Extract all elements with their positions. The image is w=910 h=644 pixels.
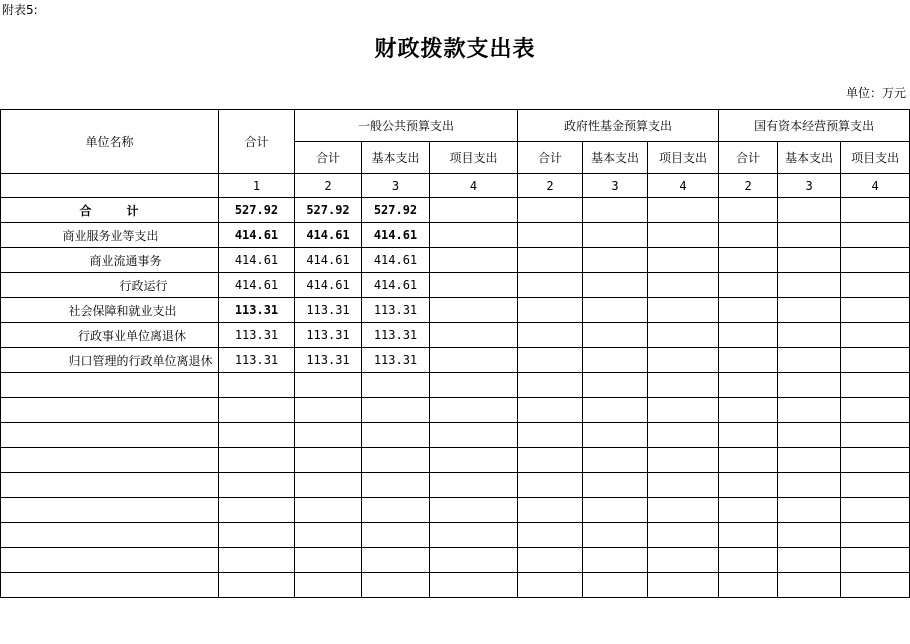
empty-cell — [778, 498, 841, 523]
empty-cell — [295, 548, 362, 573]
table-cell — [648, 273, 719, 298]
empty-cell — [518, 548, 583, 573]
empty-cell — [648, 473, 719, 498]
table-cell — [841, 248, 910, 273]
header-sub-cell: 基本支出 — [362, 142, 430, 174]
empty-cell — [430, 498, 518, 523]
table-cell — [518, 348, 583, 373]
empty-row — [1, 448, 910, 473]
table-row — [1, 248, 910, 273]
total-cell: 527.92 — [362, 198, 430, 223]
empty-cell — [583, 498, 648, 523]
table-cell — [719, 348, 778, 373]
table-cell — [518, 248, 583, 273]
table-cell — [841, 298, 910, 323]
header-unit-name: 单位名称 — [1, 110, 219, 174]
table-row — [1, 273, 910, 298]
column-number: 2 — [518, 174, 583, 198]
empty-cell — [362, 548, 430, 573]
empty-cell — [219, 398, 295, 423]
column-number: 4 — [430, 174, 518, 198]
empty-cell — [719, 373, 778, 398]
column-number: 2 — [719, 174, 778, 198]
header-sub-cell: 合计 — [518, 142, 583, 174]
empty-cell — [219, 573, 295, 598]
table-cell — [778, 248, 841, 273]
empty-cell — [219, 523, 295, 548]
table-row — [1, 223, 910, 248]
header-sub-cell: 合计 — [295, 142, 362, 174]
table-cell: 414.61 — [295, 273, 362, 298]
total-row — [1, 198, 910, 223]
empty-cell — [719, 548, 778, 573]
total-label-a: 合 — [79, 203, 93, 218]
table-cell — [778, 273, 841, 298]
empty-cell — [295, 498, 362, 523]
row-name: 商业服务业等支出 — [1, 223, 219, 248]
table-cell — [430, 323, 518, 348]
empty-cell — [518, 573, 583, 598]
empty-cell — [583, 473, 648, 498]
empty-cell — [1, 573, 219, 598]
empty-cell — [841, 573, 910, 598]
empty-cell — [362, 398, 430, 423]
table-cell: 414.61 — [219, 223, 295, 248]
table-cell — [518, 323, 583, 348]
empty-cell — [362, 573, 430, 598]
column-number: 4 — [648, 174, 719, 198]
table-cell — [518, 273, 583, 298]
page-title: 财政拨款支出表 — [374, 36, 536, 62]
table-cell — [518, 223, 583, 248]
empty-cell — [583, 523, 648, 548]
empty-cell — [430, 423, 518, 448]
row-name: 归口管理的行政单位离退休 — [1, 348, 219, 373]
empty-cell — [219, 548, 295, 573]
table-cell — [719, 273, 778, 298]
table-cell — [778, 223, 841, 248]
empty-cell — [719, 473, 778, 498]
header-group-fund: 政府性基金预算支出 — [518, 110, 719, 142]
table-cell — [430, 298, 518, 323]
empty-cell — [1, 398, 219, 423]
empty-cell — [583, 548, 648, 573]
empty-cell — [430, 473, 518, 498]
total-cell — [518, 198, 583, 223]
table-cell — [719, 298, 778, 323]
empty-cell — [295, 523, 362, 548]
empty-cell — [648, 373, 719, 398]
empty-cell — [430, 373, 518, 398]
empty-cell — [841, 523, 910, 548]
table-cell — [430, 273, 518, 298]
expenditure-table — [0, 109, 910, 598]
empty-row — [1, 398, 910, 423]
table-cell — [841, 273, 910, 298]
table-cell — [719, 248, 778, 273]
empty-cell — [295, 398, 362, 423]
table-cell — [719, 223, 778, 248]
empty-cell — [841, 398, 910, 423]
empty-cell — [295, 373, 362, 398]
empty-cell — [583, 398, 648, 423]
empty-cell — [219, 498, 295, 523]
total-row-label — [1, 198, 219, 223]
table-cell — [778, 323, 841, 348]
column-number: 2 — [295, 174, 362, 198]
empty-cell — [583, 373, 648, 398]
empty-cell — [295, 473, 362, 498]
empty-cell — [719, 523, 778, 548]
column-number: 1 — [219, 174, 295, 198]
total-cell — [719, 198, 778, 223]
empty-cell — [583, 423, 648, 448]
empty-cell — [518, 448, 583, 473]
empty-cell — [778, 448, 841, 473]
row-name: 行政运行 — [1, 273, 219, 298]
table-cell: 414.61 — [362, 273, 430, 298]
empty-cell — [219, 448, 295, 473]
table-cell: 113.31 — [362, 323, 430, 348]
table-cell — [430, 223, 518, 248]
empty-cell — [648, 548, 719, 573]
column-number-row — [1, 174, 910, 198]
table-cell — [430, 348, 518, 373]
table-cell: 113.31 — [219, 348, 295, 373]
empty-cell — [648, 523, 719, 548]
total-cell: 527.92 — [295, 198, 362, 223]
empty-cell — [1, 448, 219, 473]
unit-label: 单位：万元 — [845, 86, 906, 100]
empty-cell — [841, 423, 910, 448]
empty-cell — [841, 473, 910, 498]
table-cell: 414.61 — [362, 223, 430, 248]
empty-cell — [362, 473, 430, 498]
empty-cell — [1, 473, 219, 498]
empty-cell — [719, 498, 778, 523]
empty-cell — [583, 448, 648, 473]
column-number: 3 — [583, 174, 648, 198]
table-cell: 414.61 — [362, 248, 430, 273]
empty-cell — [778, 423, 841, 448]
attachment-label: 附表5: — [2, 3, 38, 17]
header-row-groups — [1, 110, 910, 142]
empty-row — [1, 423, 910, 448]
table-cell: 113.31 — [219, 323, 295, 348]
column-number: 3 — [778, 174, 841, 198]
empty-cell — [362, 523, 430, 548]
empty-cell — [1, 523, 219, 548]
empty-cell — [518, 398, 583, 423]
empty-row — [1, 548, 910, 573]
empty-cell — [1, 373, 219, 398]
empty-cell — [518, 423, 583, 448]
table-cell — [518, 298, 583, 323]
empty-cell — [1, 423, 219, 448]
table-cell: 113.31 — [219, 298, 295, 323]
empty-row — [1, 523, 910, 548]
empty-cell — [362, 448, 430, 473]
total-cell: 527.92 — [219, 198, 295, 223]
total-cell — [778, 198, 841, 223]
empty-cell — [518, 523, 583, 548]
table-cell: 414.61 — [219, 273, 295, 298]
empty-cell — [518, 373, 583, 398]
row-name: 行政事业单位离退休 — [1, 323, 219, 348]
table-row — [1, 348, 910, 373]
table-cell — [648, 248, 719, 273]
empty-cell — [430, 548, 518, 573]
empty-cell — [648, 423, 719, 448]
empty-cell — [778, 523, 841, 548]
table-cell — [841, 223, 910, 248]
empty-cell — [648, 498, 719, 523]
table-cell — [841, 323, 910, 348]
header-sub-cell: 项目支出 — [648, 142, 719, 174]
table-cell — [648, 323, 719, 348]
empty-cell — [295, 448, 362, 473]
table-cell — [648, 298, 719, 323]
empty-cell — [295, 573, 362, 598]
empty-cell — [219, 373, 295, 398]
column-number — [1, 174, 219, 198]
empty-row — [1, 498, 910, 523]
table-row — [1, 298, 910, 323]
total-cell — [430, 198, 518, 223]
empty-cell — [518, 473, 583, 498]
empty-cell — [219, 473, 295, 498]
empty-cell — [362, 373, 430, 398]
empty-cell — [841, 498, 910, 523]
empty-cell — [430, 573, 518, 598]
empty-cell — [778, 548, 841, 573]
header-sub-cell: 项目支出 — [430, 142, 518, 174]
table-row — [1, 323, 910, 348]
total-cell — [583, 198, 648, 223]
empty-cell — [841, 548, 910, 573]
table-cell — [648, 223, 719, 248]
table-cell — [583, 348, 648, 373]
empty-cell — [719, 423, 778, 448]
table-cell: 414.61 — [295, 223, 362, 248]
empty-cell — [430, 398, 518, 423]
empty-row — [1, 473, 910, 498]
empty-cell — [295, 423, 362, 448]
header-sub-cell: 基本支出 — [583, 142, 648, 174]
column-number: 3 — [362, 174, 430, 198]
empty-cell — [778, 473, 841, 498]
empty-row — [1, 373, 910, 398]
empty-cell — [841, 448, 910, 473]
total-label-b: 计 — [126, 203, 140, 218]
empty-cell — [648, 398, 719, 423]
total-cell — [648, 198, 719, 223]
empty-row — [1, 573, 910, 598]
empty-cell — [719, 448, 778, 473]
table-cell: 414.61 — [219, 248, 295, 273]
total-cell — [841, 198, 910, 223]
header-total: 合计 — [219, 110, 295, 174]
empty-cell — [362, 498, 430, 523]
row-name: 社会保障和就业支出 — [1, 298, 219, 323]
column-number: 4 — [841, 174, 910, 198]
table-cell — [778, 348, 841, 373]
header-sub-cell: 项目支出 — [841, 142, 910, 174]
table-cell — [778, 298, 841, 323]
table-cell — [583, 298, 648, 323]
empty-cell — [219, 423, 295, 448]
empty-cell — [430, 523, 518, 548]
empty-cell — [648, 573, 719, 598]
table-cell: 113.31 — [362, 298, 430, 323]
table-cell — [583, 248, 648, 273]
table-cell: 113.31 — [362, 348, 430, 373]
empty-cell — [778, 373, 841, 398]
table-cell — [841, 348, 910, 373]
table-cell — [719, 323, 778, 348]
empty-cell — [648, 448, 719, 473]
table-cell — [430, 248, 518, 273]
header-sub-cell: 基本支出 — [778, 142, 841, 174]
empty-cell — [719, 573, 778, 598]
empty-cell — [1, 498, 219, 523]
empty-cell — [362, 423, 430, 448]
table-cell: 414.61 — [295, 248, 362, 273]
empty-cell — [1, 548, 219, 573]
table-cell: 113.31 — [295, 348, 362, 373]
table-cell: 113.31 — [295, 323, 362, 348]
table-cell — [648, 348, 719, 373]
header-group-general: 一般公共预算支出 — [295, 110, 518, 142]
table-cell — [583, 323, 648, 348]
header-group-capital: 国有资本经营预算支出 — [719, 110, 910, 142]
empty-cell — [430, 448, 518, 473]
empty-cell — [719, 398, 778, 423]
empty-cell — [583, 573, 648, 598]
empty-cell — [518, 498, 583, 523]
empty-cell — [841, 373, 910, 398]
table-cell — [583, 223, 648, 248]
header-sub-cell: 合计 — [719, 142, 778, 174]
table-cell — [583, 273, 648, 298]
table-cell: 113.31 — [295, 298, 362, 323]
empty-cell — [778, 398, 841, 423]
row-name: 商业流通事务 — [1, 248, 219, 273]
empty-cell — [778, 573, 841, 598]
